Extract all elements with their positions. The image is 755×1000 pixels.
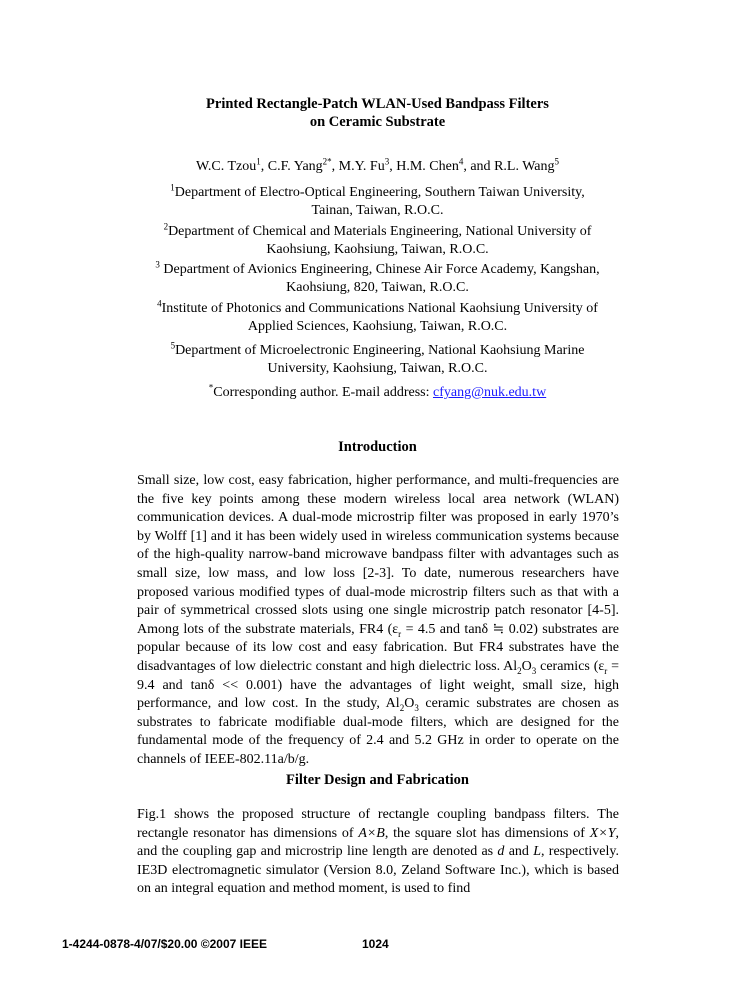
text-run: ceramic substrates are chosen as substrates to fabricate modifiable dual-mode filters, which are designed for the fundamental mode of the frequency of 2.4 and 5.2 GHz in order to operate on the channels of IEEE-802.11a/b/g.	[137, 696, 619, 767]
text-run: Small size, low cost, easy fabrication, higher performance, and multi-frequencies are the five key points among these modern wireless local area network (WLAN) communication devices. A dual-mode microstrip filter was proposed in early 1970’s by Wolff [1] and it has been widely used in wireless communication systems because of the high-quality narrow-band microwave bandpass filter with advantages such as small size, low mass, and low loss [2-3]. To date, numerous researchers have proposed various modified types of dual-mode microstrip filters such as that with a pair of symmetrical crossed slots using one single microstrip patch resonator [4-5]. Among lots of the substrate materials, FR4 (ε	[137, 473, 619, 637]
affiliation-line: Department of Chemical and Materials Engineering, National University of	[168, 224, 592, 239]
corresponding-author	[130, 384, 625, 402]
author-mark: 5	[554, 156, 560, 167]
text-run: = 9.4 and tanδ << 0.001) have the advantages of light weight, small size, high performance, and low cost. In the study, Al	[137, 658, 619, 712]
affiliation-line: Kaohsiung, Kaohsiung, Taiwan, R.O.C.	[266, 242, 489, 257]
affiliation-line: Department of Microelectronic Engineering, National Kaohsiung Marine	[175, 343, 585, 358]
variable: d	[497, 844, 505, 860]
affiliation-line: Department of Avionics Engineering, Chinese Air Force Academy, Kangshan,	[159, 262, 600, 277]
affiliation-5	[130, 342, 625, 378]
author-mark: 3	[384, 156, 390, 167]
author-name: M.Y. Fu	[338, 159, 385, 174]
affiliation-line: Institute of Photonics and Communications National Kaohsiung University of	[161, 301, 598, 316]
title-line-2: on Ceramic Substrate	[309, 114, 446, 130]
subscript: r	[398, 628, 402, 639]
footer-isbn: 1-4244-0878-4/07/$20.00 ©2007 IEEE	[62, 937, 267, 951]
title-line-1: Printed Rectangle-Patch WLAN-Used Bandpass Filters	[206, 96, 549, 112]
text-run: Fig.1 shows the proposed structure of rectangle coupling bandpass filters. The rectangle resonator has dimensions of	[137, 807, 619, 841]
affiliation-mark: 5	[170, 340, 176, 351]
author-separator: , and	[463, 159, 495, 174]
design-heading: Filter Design and Fabrication	[286, 772, 469, 788]
author-list	[0, 158, 755, 176]
affiliation-line: Department of Electro-Optical Engineering, Southern Taiwan University,	[174, 185, 585, 200]
author-mark: 2*	[322, 156, 332, 167]
design-paragraph	[137, 806, 619, 899]
author-mark: 4	[458, 156, 464, 167]
text-run: ceramics (ε	[536, 658, 605, 674]
introduction-heading: Introduction	[338, 439, 417, 455]
paper-title	[0, 95, 755, 131]
author-name: W.C. Tzou	[195, 159, 257, 174]
author-name: R.L. Wang	[494, 159, 555, 174]
text-run: O	[404, 696, 415, 712]
author-name: H.M. Chen	[396, 159, 459, 174]
variable: L	[533, 844, 541, 860]
text-run: O	[521, 658, 532, 674]
variable: X×Y	[589, 825, 616, 841]
author-name: C.F. Yang	[267, 159, 323, 174]
affiliation-2	[130, 223, 625, 259]
affiliation-line: Kaohsiung, 820, Taiwan, R.O.C.	[286, 280, 469, 295]
email-link[interactable]: cfyang@nuk.edu.tw	[432, 385, 547, 400]
text-run: , respectively. IE3D electromagnetic simulator (Version 8.0, Zeland Software Inc.), which is based on an integral equation and method moment, is used to find	[137, 844, 620, 897]
subscript: 2	[517, 665, 522, 676]
affiliation-mark: 2	[163, 221, 169, 232]
corresponding-mark: *	[208, 382, 214, 393]
text-run: and	[504, 844, 534, 860]
text-run: = 4.5 and tanδ ≒ 0.02) substrates are popular because of its low cost and easy fabrication. But FR4 substrates have the disadvantages of low dielectric constant and high dielectric loss. Al	[137, 621, 619, 674]
affiliation-4	[130, 300, 625, 336]
affiliation-line: Tainan, Taiwan, R.O.C.	[311, 203, 444, 218]
affiliation-mark: 4	[157, 298, 162, 309]
text-run: , and the coupling gap and microstrip line length are denoted as	[137, 825, 619, 860]
subscript: 3	[414, 702, 419, 713]
affiliation-line: University, Kaohsiung, Taiwan, R.O.C.	[267, 361, 488, 376]
affiliation-3	[130, 261, 625, 297]
author-mark: 1	[256, 156, 261, 167]
corresponding-label: Corresponding author. E-mail address:	[213, 385, 433, 400]
affiliation-mark: 3	[155, 259, 160, 270]
text-run: , the square slot has dimensions of	[384, 825, 590, 841]
author-separator: ,	[260, 159, 268, 174]
subscript: 3	[531, 665, 537, 676]
variable: A×B	[358, 825, 385, 841]
affiliation-line: Applied Sciences, Kaohsiung, Taiwan, R.O.C.	[247, 319, 508, 334]
author-separator: ,	[331, 159, 339, 174]
subscript: r	[604, 665, 608, 676]
introduction-paragraph	[137, 472, 619, 770]
affiliation-1	[130, 184, 625, 220]
subscript: 2	[399, 702, 405, 713]
page-number: 1024	[362, 937, 389, 951]
affiliation-mark: 1	[170, 182, 175, 193]
author-separator: ,	[389, 159, 397, 174]
